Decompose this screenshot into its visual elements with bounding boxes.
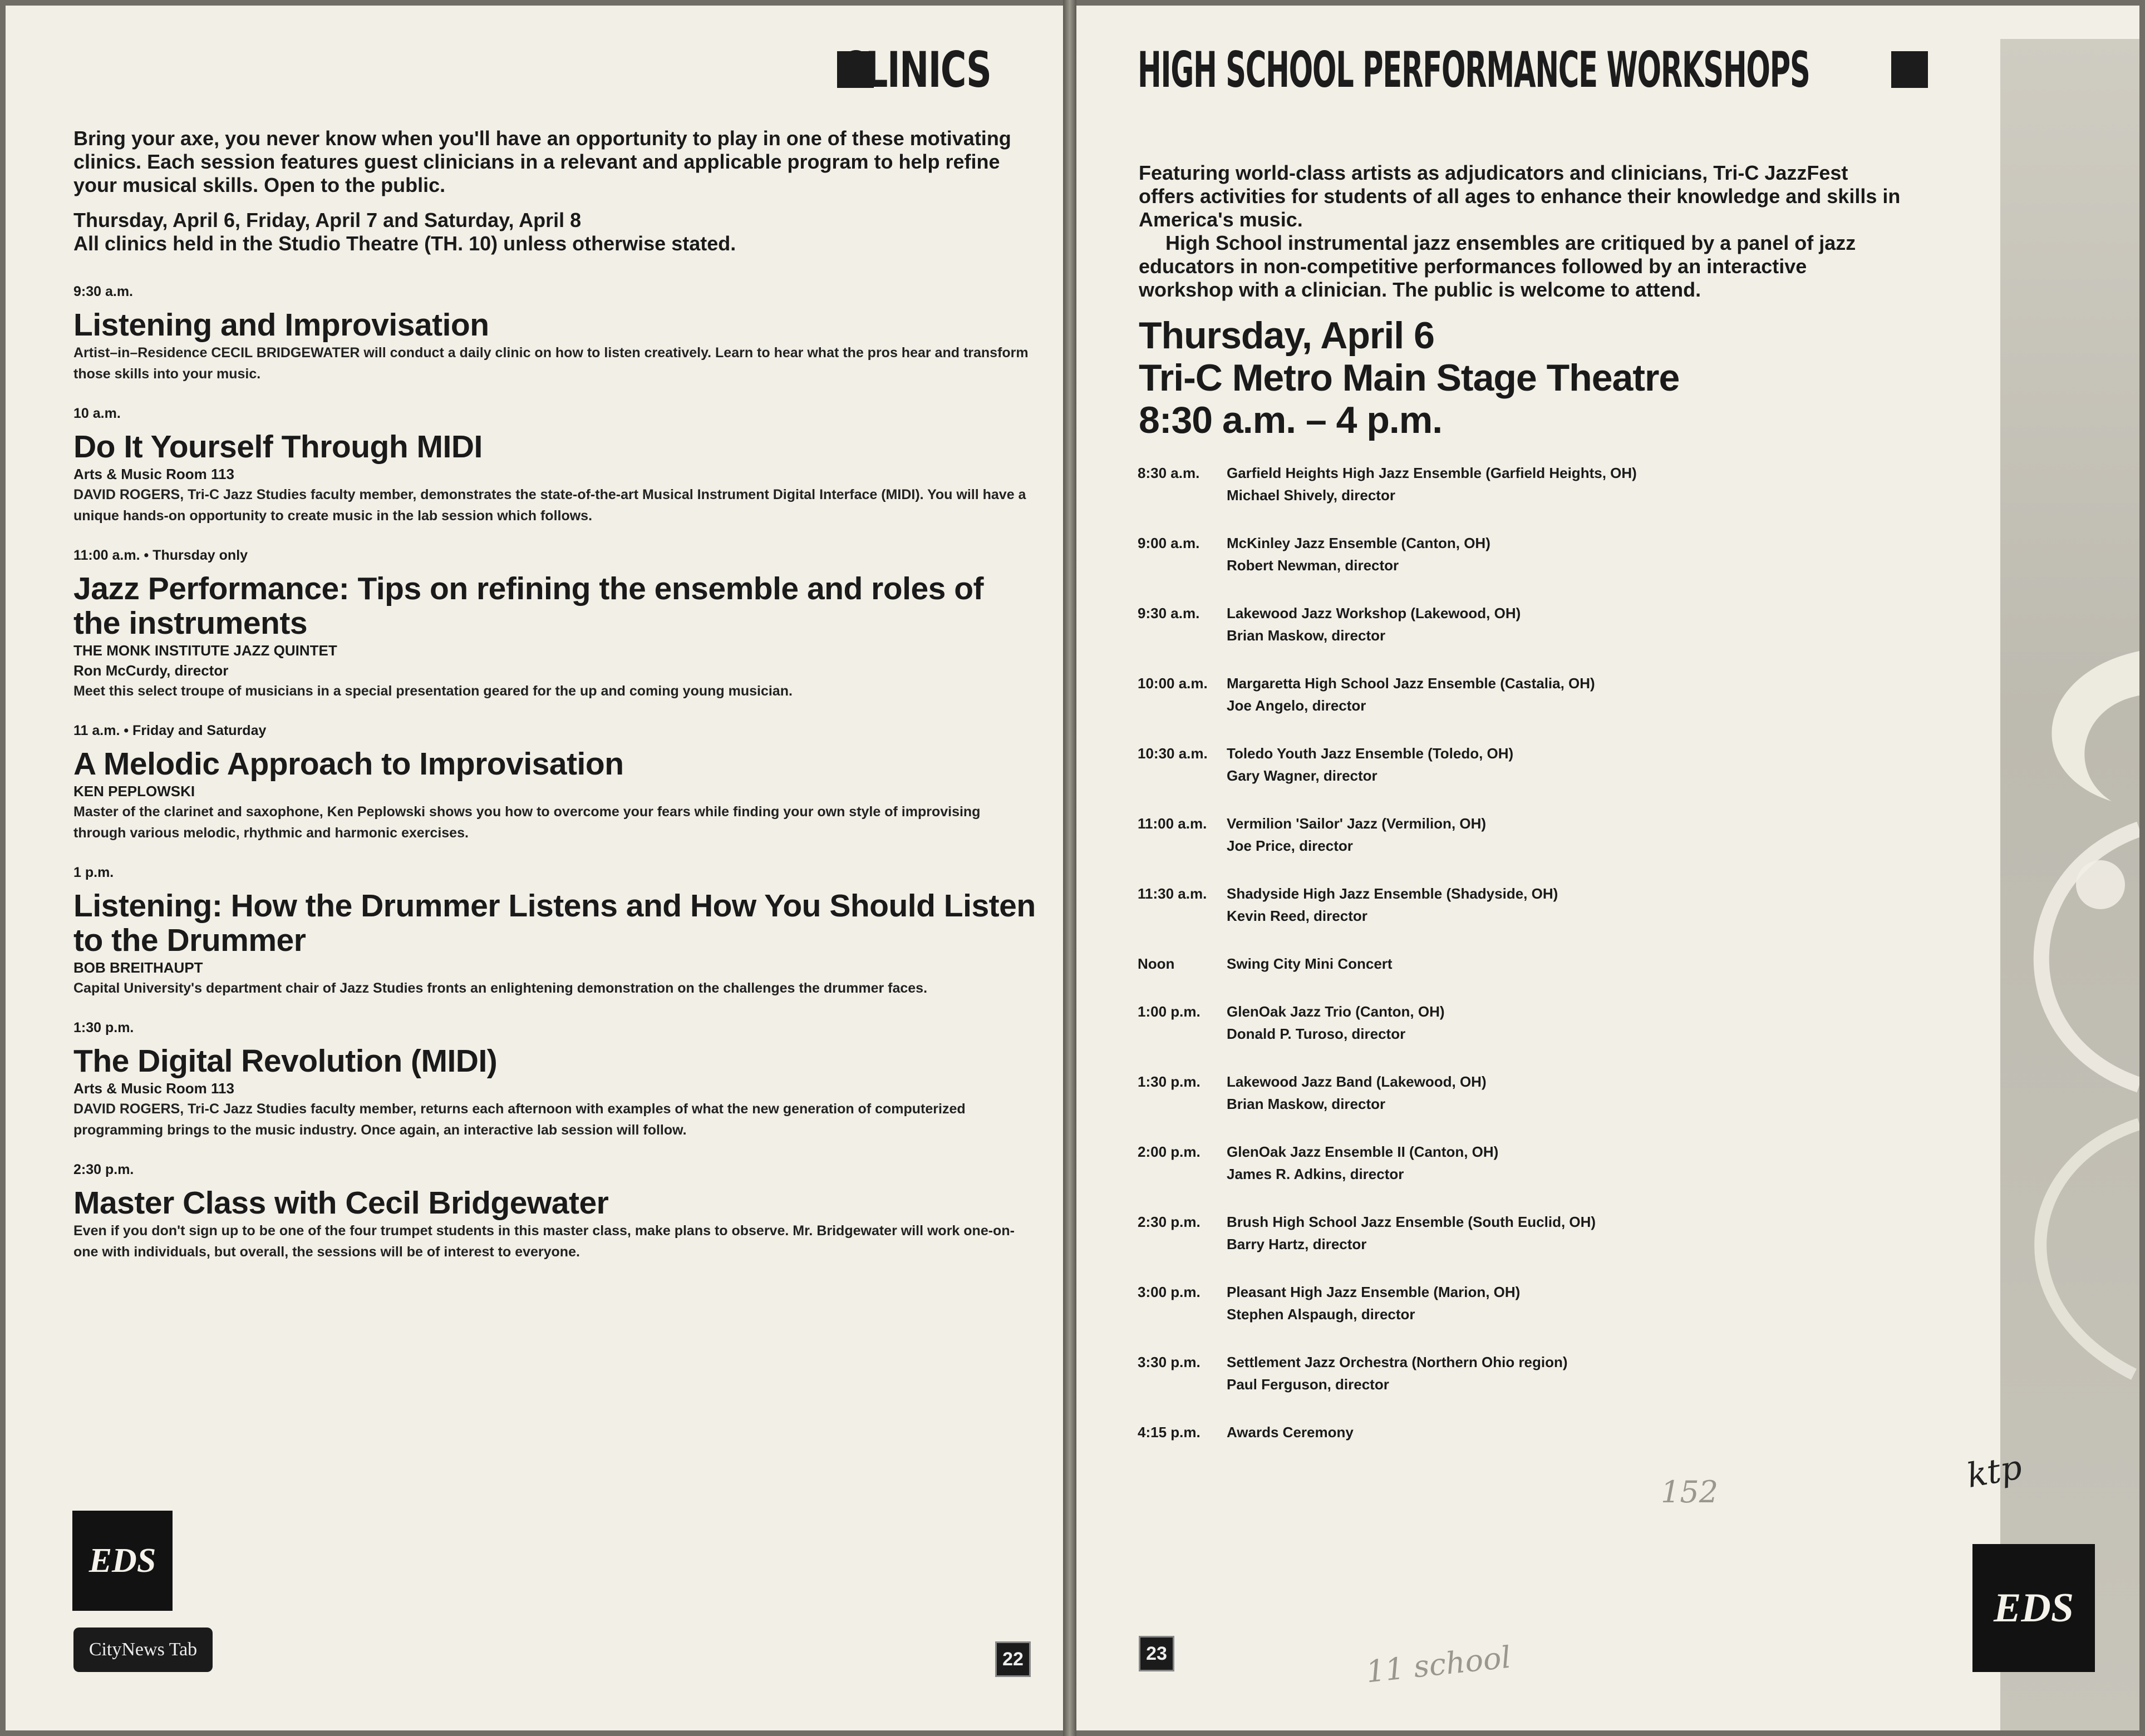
schedule-time: 9:30 a.m.: [1138, 605, 1200, 622]
schedule-row: [1138, 1351, 1861, 1395]
clinic-session: [73, 1162, 1036, 1262]
schedule-entry: [1227, 1421, 1354, 1443]
session-description: Master of the clarinet and saxophone, Ken Peplowski shows you how to overcome your fears while finding your own style of improvising through various melodic, rhythmic and harmonic exercises.: [73, 804, 981, 841]
clinic-session: [73, 723, 1036, 844]
schedule-time: 2:30 p.m.: [1138, 1214, 1201, 1230]
session-time: 1:30 p.m.: [73, 1020, 134, 1035]
schedule-time: 10:00 a.m.: [1138, 675, 1208, 692]
schedule-row: [1138, 602, 1861, 647]
schedule-director: Brian Maskow, director: [1227, 627, 1386, 644]
schedule-director: James R. Adkins, director: [1227, 1166, 1404, 1182]
schedule-time: 3:30 p.m.: [1138, 1354, 1201, 1370]
schedule-time: 11:30 a.m.: [1138, 885, 1207, 902]
session-title: Do It Yourself Through MIDI: [73, 429, 483, 465]
session-meta: BOB BREITHAUPT: [73, 959, 203, 976]
schedule-entry: [1227, 953, 1393, 975]
schedule-entry: [1227, 1071, 1487, 1115]
schedule-ensemble: Lakewood Jazz Band (Lakewood, OH): [1227, 1073, 1487, 1090]
page-number-text: 22: [1002, 1648, 1024, 1670]
session-title: Listening: How the Drummer Listens and How You Should Listen to the Drummer: [73, 888, 1036, 958]
schedule-ensemble: Lakewood Jazz Workshop (Lakewood, OH): [1227, 605, 1521, 622]
schedule-row: [1138, 882, 1861, 927]
schedule-director: Barry Hartz, director: [1227, 1236, 1367, 1252]
session-description: Artist–in–Residence CECIL BRIDGEWATER will conduct a daily clinic on how to listen creatively. Learn to hear what the pros hear and transform those skills into your music.: [73, 345, 1029, 382]
workshops-intro-p2: High School instrumental jazz ensembles are critiqued by a panel of jazz educators in non-competitive performances followed by an interactive workshop with a clinician. The public is welcome to attend.: [1139, 231, 1856, 301]
clinics-dates-line1: Thursday, April 6, Friday, April 7 and Saturday, April 8: [73, 209, 582, 231]
schedule-entry: [1227, 1000, 1445, 1045]
schedule-row: [1138, 1281, 1861, 1325]
eds-logo: [72, 1511, 173, 1611]
clinic-sessions: [73, 263, 1036, 1262]
schedule-director: Michael Shively, director: [1227, 487, 1395, 504]
session-title: Jazz Performance: Tips on refining the ensemble and roles of the instruments: [73, 571, 983, 641]
schedule-entry: [1227, 882, 1558, 927]
schedule-director: Paul Ferguson, director: [1227, 1376, 1389, 1393]
eds-logo-right-text: EDS: [1994, 1585, 2074, 1631]
session-meta: Arts & Music Room 113: [73, 466, 234, 482]
schedule-time: 10:30 a.m.: [1138, 745, 1208, 762]
session-meta: Arts & Music Room 113: [73, 1080, 234, 1097]
schedule-entry: [1227, 602, 1521, 647]
workshop-schedule: [1138, 462, 1861, 1469]
schedule-ensemble: Pleasant High Jazz Ensemble (Marion, OH): [1227, 1284, 1521, 1300]
session-title: A Melodic Approach to Improvisation: [73, 746, 624, 782]
schedule-director: Stephen Alspaugh, director: [1227, 1306, 1415, 1323]
schedule-row: [1138, 1071, 1861, 1115]
schedule-entry: [1227, 742, 1513, 787]
schedule-director: Kevin Reed, director: [1227, 908, 1367, 924]
clinics-intro: Bring your axe, you never know when you'll have an opportunity to play in one of these motivating clinics. Each session features guest clinicians in a relevant and applicable program to help refine your musical skills. Open to the public.: [73, 127, 1011, 196]
schedule-time: 3:00 p.m.: [1138, 1284, 1201, 1300]
clinic-session: [73, 865, 1036, 999]
schedule-time: 8:30 a.m.: [1138, 465, 1200, 481]
page-number-23: [1139, 1636, 1174, 1671]
workshops-day: Thursday, April 6: [1139, 314, 1434, 357]
session-meta: THE MONK INSTITUTE JAZZ QUINTET Ron McCurdy, director: [73, 642, 337, 679]
schedule-row: [1138, 1000, 1861, 1045]
session-title: The Digital Revolution (MIDI): [73, 1043, 498, 1079]
schedule-time: 9:00 a.m.: [1138, 535, 1200, 551]
session-title: Listening and Improvisation: [73, 307, 489, 343]
schedule-row: [1138, 672, 1861, 717]
book-gutter: [1063, 0, 1076, 1736]
schedule-director: Robert Newman, director: [1227, 557, 1399, 574]
session-description: DAVID ROGERS, Tri-C Jazz Studies faculty member, demonstrates the state-of-the-art Musical Instrument Digital Interface (MIDI). You will have a unique hands-on opportunity to create music in the lab session which follows.: [73, 487, 1026, 524]
schedule-ensemble: Awards Ceremony: [1227, 1424, 1354, 1441]
workshops-header-square: [1891, 51, 1928, 88]
session-time: 11:00 a.m. • Thursday only: [73, 548, 248, 563]
schedule-row: [1138, 532, 1861, 576]
workshops-day-heading: [1139, 314, 1679, 441]
page-number-22: [995, 1641, 1031, 1677]
schedule-ensemble: Vermilion 'Sailor' Jazz (Vermilion, OH): [1227, 815, 1487, 832]
schedule-row: [1138, 1421, 1861, 1443]
schedule-row: [1138, 1141, 1861, 1185]
schedule-entry: [1227, 1211, 1596, 1255]
schedule-ensemble: GlenOak Jazz Ensemble II (Canton, OH): [1227, 1143, 1499, 1160]
pencil-note-number: 152: [1661, 1474, 1719, 1510]
schedule-row: [1138, 812, 1861, 857]
session-time: 10 a.m.: [73, 406, 121, 421]
clinics-header: CLINICS: [840, 41, 991, 98]
session-description: DAVID ROGERS, Tri-C Jazz Studies faculty member, returns each afternoon with examples of what the new generation of computerized programming brings to the music industry. Once again, an interactive lab session will follow.: [73, 1101, 966, 1138]
schedule-entry: [1227, 462, 1637, 506]
schedule-row: [1138, 462, 1861, 506]
schedule-ensemble: Margaretta High School Jazz Ensemble (Castalia, OH): [1227, 675, 1595, 692]
schedule-time: 1:00 p.m.: [1138, 1003, 1201, 1020]
citynews-tab-logo: [73, 1628, 213, 1672]
workshops-header: HIGH SCHOOL PERFORMANCE WORKSHOPS: [1138, 41, 1810, 98]
clinic-session: [73, 548, 1036, 702]
citynews-logo-text: CityNews Tab: [88, 1639, 198, 1660]
schedule-row: [1138, 742, 1861, 787]
schedule-ensemble: Swing City Mini Concert: [1227, 955, 1393, 972]
schedule-entry: [1227, 812, 1486, 857]
schedule-entry: [1227, 1281, 1520, 1325]
schedule-director: Donald P. Turoso, director: [1227, 1025, 1406, 1042]
schedule-row: [1138, 953, 1861, 975]
session-time: 1 p.m.: [73, 865, 114, 880]
workshops-intro-p1: Featuring world-class artists as adjudicators and clinicians, Tri-C JazzFest offers activities for students of all ages to enhance their knowledge and skills in America's music.: [1139, 161, 1901, 231]
signature-mark: ktp: [1964, 1447, 2025, 1496]
session-title: Master Class with Cecil Bridgewater: [73, 1185, 609, 1221]
session-description: Meet this select troupe of musicians in a special presentation geared for the up and coming young musician.: [73, 683, 793, 699]
schedule-ensemble: McKinley Jazz Ensemble (Canton, OH): [1227, 535, 1490, 551]
clinics-dates: [73, 209, 1025, 255]
pencil-note-school: 11 school: [1364, 1639, 1513, 1690]
schedule-time: Noon: [1138, 955, 1175, 972]
schedule-director: Joe Angelo, director: [1227, 697, 1366, 714]
workshops-hours: 8:30 a.m. – 4 p.m.: [1139, 399, 1443, 441]
session-description: Even if you don't sign up to be one of the four trumpet students in this master class, make plans to observe. Mr. Bridgewater will work one-on-one with individuals, but overall, the sessions will be of interest to everyone.: [73, 1223, 1015, 1260]
workshops-venue: Tri-C Metro Main Stage Theatre: [1139, 357, 1680, 399]
schedule-time: 4:15 p.m.: [1138, 1424, 1201, 1441]
session-description: Capital University's department chair of Jazz Studies fronts an enlightening demonstration on the challenges the drummer faces.: [73, 980, 928, 996]
left-page: [6, 6, 1069, 1730]
schedule-director: Brian Maskow, director: [1227, 1096, 1386, 1112]
schedule-entry: [1227, 1351, 1568, 1395]
schedule-ensemble: Brush High School Jazz Ensemble (South Euclid, OH): [1227, 1214, 1596, 1230]
schedule-entry: [1227, 672, 1595, 717]
clinic-session: [73, 1020, 1036, 1141]
schedule-director: Gary Wagner, director: [1227, 767, 1377, 784]
schedule-ensemble: GlenOak Jazz Trio (Canton, OH): [1227, 1003, 1445, 1020]
workshops-intro: [1139, 161, 1907, 302]
schedule-entry: [1227, 1141, 1498, 1185]
session-time: 11 a.m. • Friday and Saturday: [73, 723, 267, 738]
schedule-time: 2:00 p.m.: [1138, 1143, 1201, 1160]
schedule-ensemble: Garfield Heights High Jazz Ensemble (Garfield Heights, OH): [1227, 465, 1637, 481]
clinic-session: [73, 406, 1036, 526]
page-number-text: 23: [1146, 1643, 1167, 1664]
clinic-session: [73, 284, 1036, 384]
session-time: 2:30 p.m.: [73, 1162, 134, 1177]
session-meta: KEN PEPLOWSKI: [73, 783, 195, 800]
schedule-entry: [1227, 532, 1490, 576]
eds-logo-right: [1972, 1544, 2095, 1672]
schedule-row: [1138, 1211, 1861, 1255]
schedule-ensemble: Settlement Jazz Orchestra (Northern Ohio region): [1227, 1354, 1568, 1370]
schedule-director: Joe Price, director: [1227, 837, 1353, 854]
schedule-time: 1:30 p.m.: [1138, 1073, 1201, 1090]
eds-logo-text: EDS: [88, 1541, 156, 1580]
session-time: 9:30 a.m.: [73, 284, 134, 299]
schedule-time: 11:00 a.m.: [1138, 815, 1207, 832]
right-page: [1076, 6, 2139, 1730]
schedule-ensemble: Toledo Youth Jazz Ensemble (Toledo, OH): [1227, 745, 1514, 762]
schedule-ensemble: Shadyside High Jazz Ensemble (Shadyside, OH): [1227, 885, 1558, 902]
clinics-dates-line2: All clinics held in the Studio Theatre (TH. 10) unless otherwise stated.: [73, 232, 736, 255]
